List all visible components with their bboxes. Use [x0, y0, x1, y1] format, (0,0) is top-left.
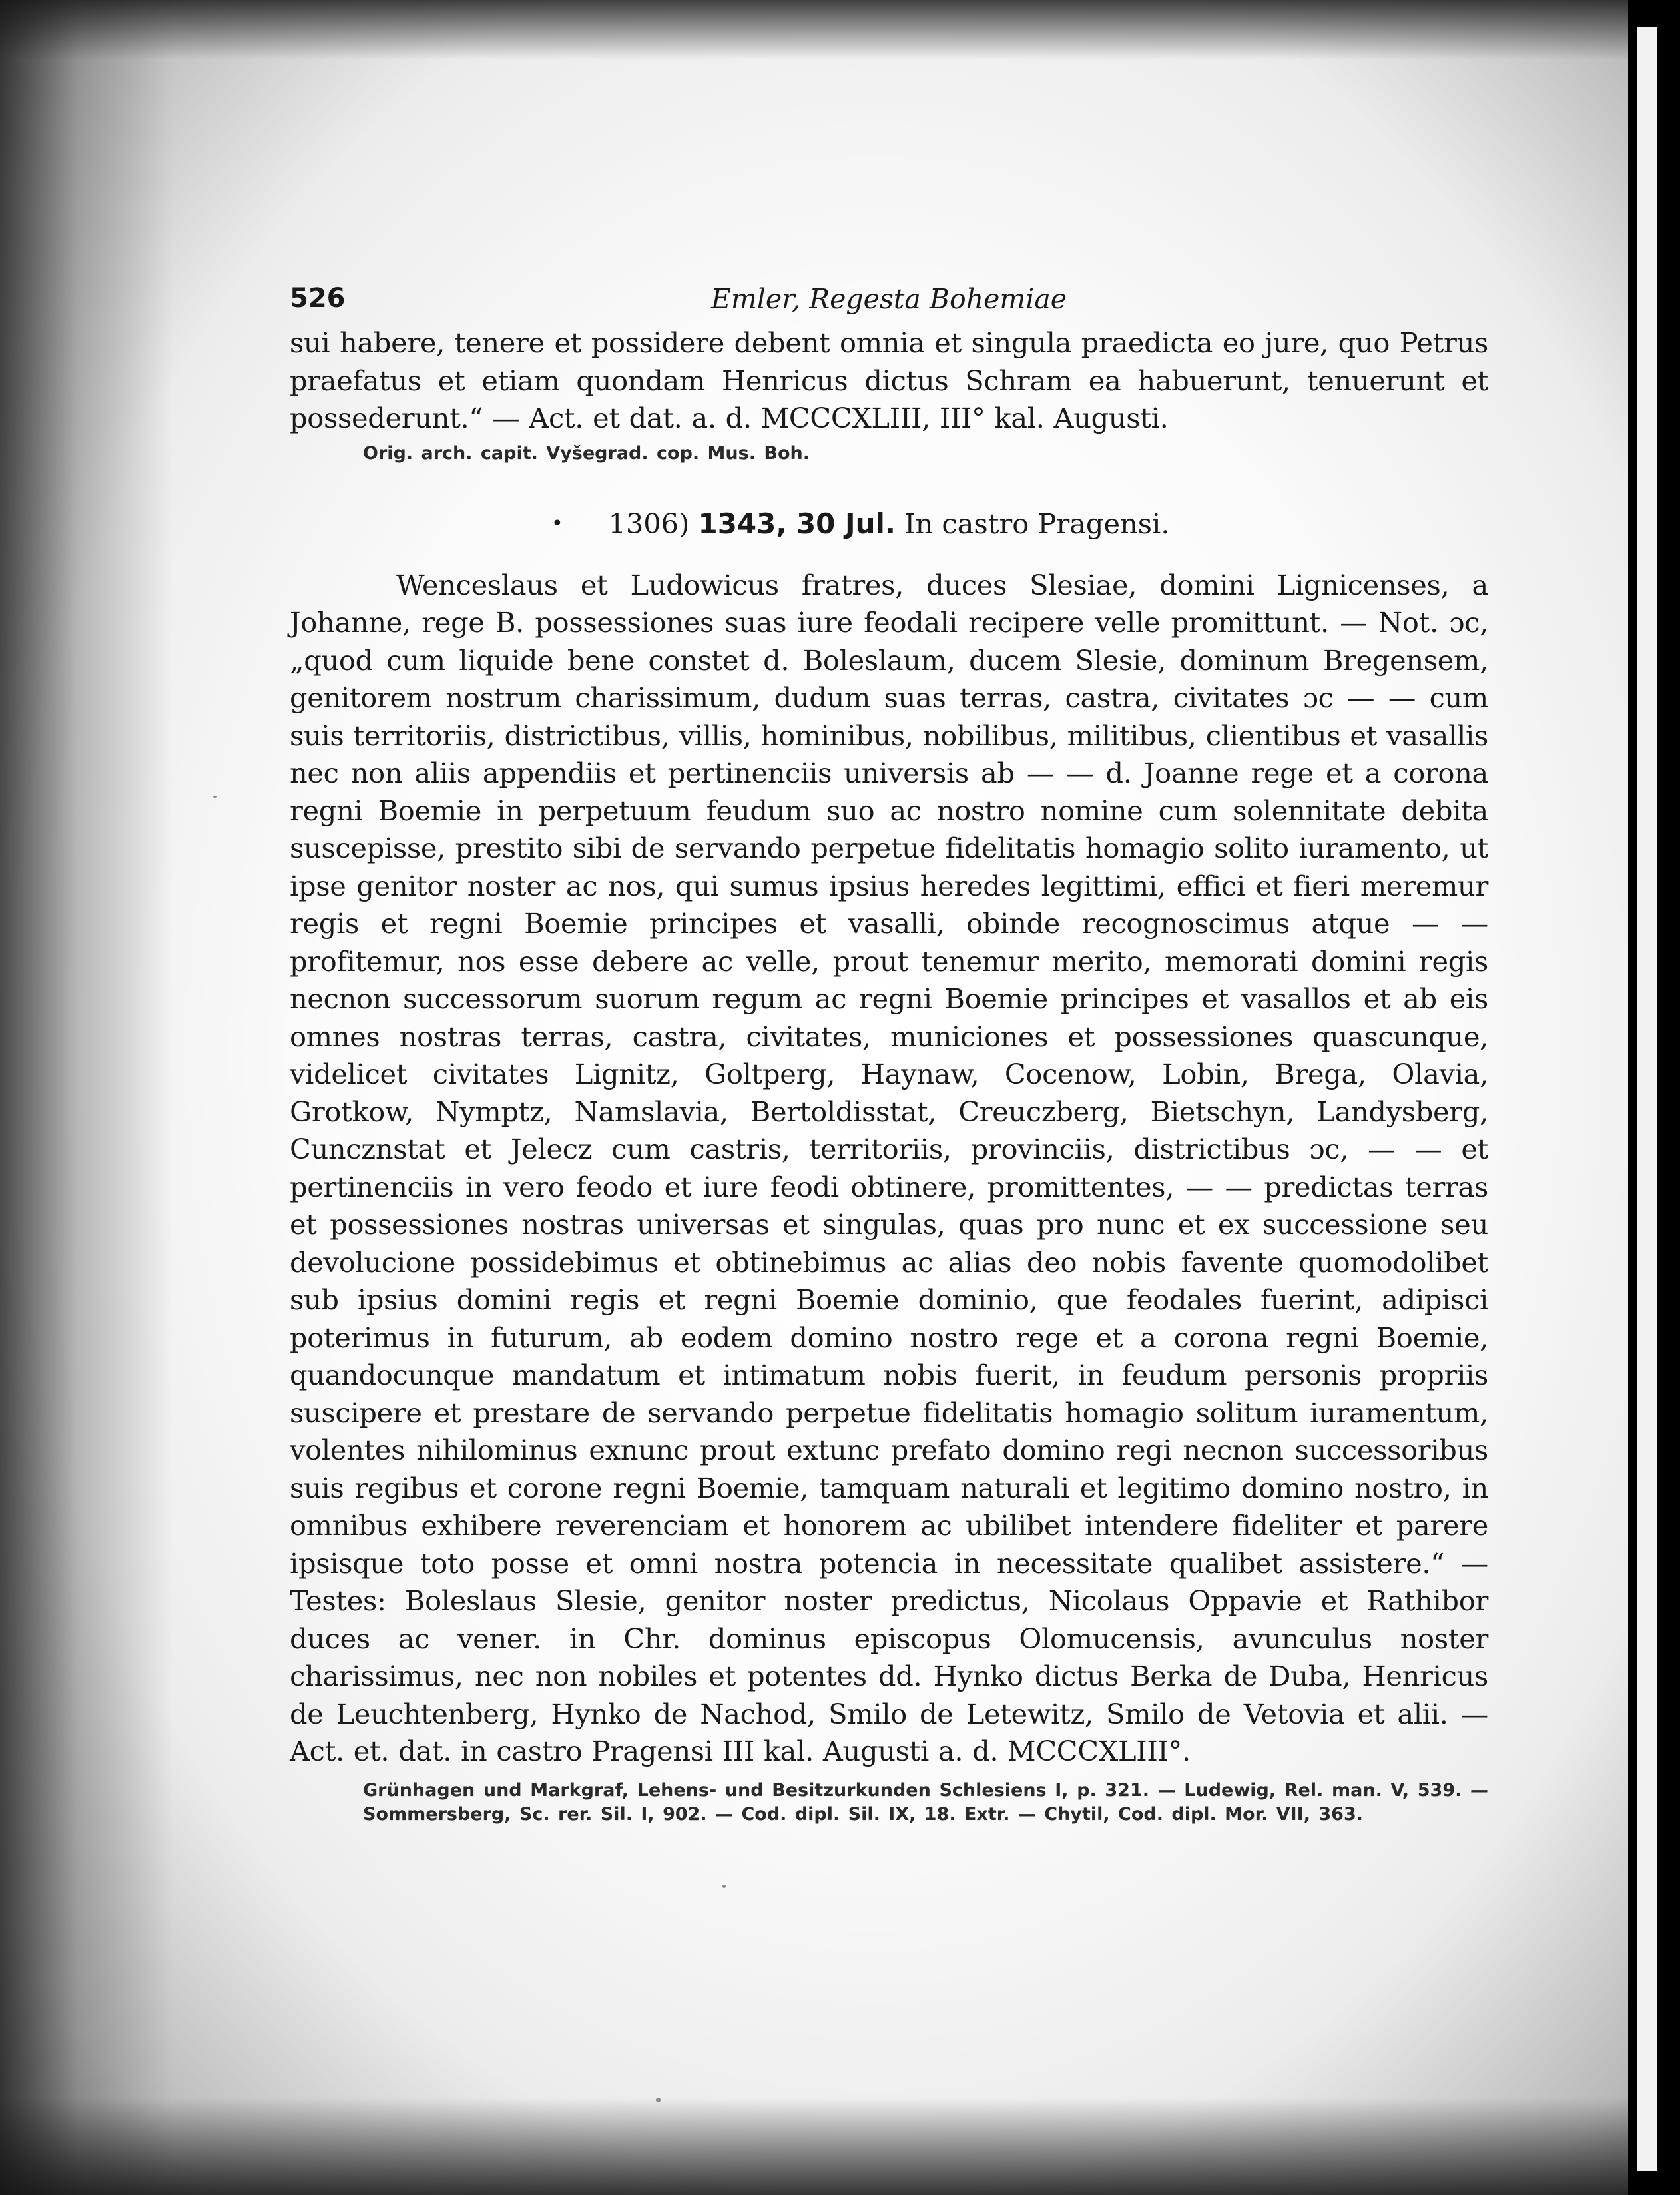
entry-bullet: •	[551, 511, 563, 535]
left-edge-shadow	[0, 0, 173, 2195]
adjacent-page-sliver	[1637, 27, 1657, 2171]
entry-heading	[290, 505, 1488, 543]
entry-date: 1343, 30 Jul.	[698, 507, 896, 540]
page-number: 526	[290, 283, 346, 314]
entry-body: Wenceslaus et Ludowicus fratres, duces Slesiae, domini Lignicenses, a Johanne, rege B. possessiones suas iure feodali recipere velle promittunt. — Not. ɔc, „quod cum liquide bene constet d. Boleslaum, ducem Slesie, dominum Bregensem, genitorem nostrum charissimum, dudum suas terras, castra, civitates ɔc — — cum suis territoriis, districtibus, villis, hominibus, nobilibus, militibus, clientibus et vasallis nec non aliis appendiis et pertinenciis universis ab — — d. Joanne rege et a corona regni Boemie in perpetuum feudum suo ac nostro nomine cum solennitate debita suscepisse, prestito sibi de servando perpetue fidelitatis homagio solito iuramento, ut ipse genitor noster ac nos, qui sumus ipsius heredes legittimi, effici et fieri meremur regis et regni Boemie principes et vasalli, obinde recognoscimus atque — — profitemur, nos esse debere ac velle, prout tenemur merito, memorati domini regis necnon successorum suorum regum ac regni Boemie principes et vasallos et ab eis omnes nostras terras, castra, civitates, municiones et possessiones quascunque, videlicet civitates Lignitz, Goltperg, Haynaw, Cocenow, Lobin, Brega, Olavia, Grotkow, Nymptz, Namslavia, Bertoldisstat, Creuczberg, Bietschyn, Landysberg, Cuncznstat et Jelecz cum castris, territoriis, provinciis, districtibus ɔc, — — et pertinenciis in vero feodo et iure feodi obtinere, promittentes, — — predictas terras et possessiones nostras universas et singulas, quas pro nunc et ex successione seu devolucione possidebimus et obtinebimus ac alias deo nobis favente quomodolibet sub ipsius domini regis et regni Boemie dominio, que feodales fuerint, adipisci poterimus in futurum, ab eodem domino nostro rege et a corona regni Boemie, quandocunque mandatum et intimatum nobis fuerit, in feudum personis propriis suscipere et prestare de servando perpetue fidelitatis homagio solitum iuramentum, volentes nihilominus exnunc prout extunc prefato domino regi necnon successoribus suis regibus et corone regni Boemie, tamquam naturali et legitimo domino nostro, in omnibus exhibere reverenciam et honorem ac ubilibet intendere fideliter et parere ipsisque toto posse et omni nostra potencia in necessitate qualibet assistere.“ — Testes: Boleslaus Slesie, genitor noster predictus, Nicolaus Oppavie et Rathibor duces ac vener. in Chr. dominus episcopus Olomucensis, avunculus noster charissimus, nec non nobiles et potentes dd. Hynko dictus Berka de Duba, Henricus de Leuchtenberg, Hynko de Nachod, Smilo de Letewitz, Smilo de Vetovia et alii. — Act. et. dat. in castro Pragensi III kal. Augusti a. d. MCCCXLIII°.	[290, 568, 1488, 1767]
entry-number: 1306)	[608, 507, 690, 540]
top-edge-shadow	[0, 0, 1628, 60]
continuation-source-note: Orig. arch. capit. Vyšegrad. cop. Mus. Boh.	[363, 442, 810, 464]
entry-source-note: Grünhagen und Markgraf, Lehens- und Besitzurkunden Schlesiens I, p. 321. — Ludewig, Rel. man. V, 539. — Sommersberg, Sc. rer. Sil. I, 902. — Cod. dipl. Sil. IX, 18. Extr. — Chytil, Cod. dipl. Mor. VII, 363.	[363, 1779, 1488, 1825]
dust-speck	[656, 2098, 661, 2102]
entry-place: In castro Pragensi.	[904, 507, 1170, 540]
dust-speck	[722, 1885, 726, 1888]
continuation-paragraph: sui habere, tenere et possidere debent omnia et singula praedicta eo jure, quo Petrus praefatus et etiam quondam Henricus dictus Schram ea habuerunt, tenuerunt et possederunt.“ — Act. et dat. a. d. MCCCXLIII, III° kal. Augusti.	[290, 326, 1488, 434]
page-header	[290, 283, 1488, 323]
page-content	[290, 283, 1488, 1827]
running-head: Emler, Regesta Bohemiae	[710, 283, 1067, 315]
dust-speck	[213, 796, 217, 798]
bottom-edge-shadow	[0, 2098, 1628, 2195]
